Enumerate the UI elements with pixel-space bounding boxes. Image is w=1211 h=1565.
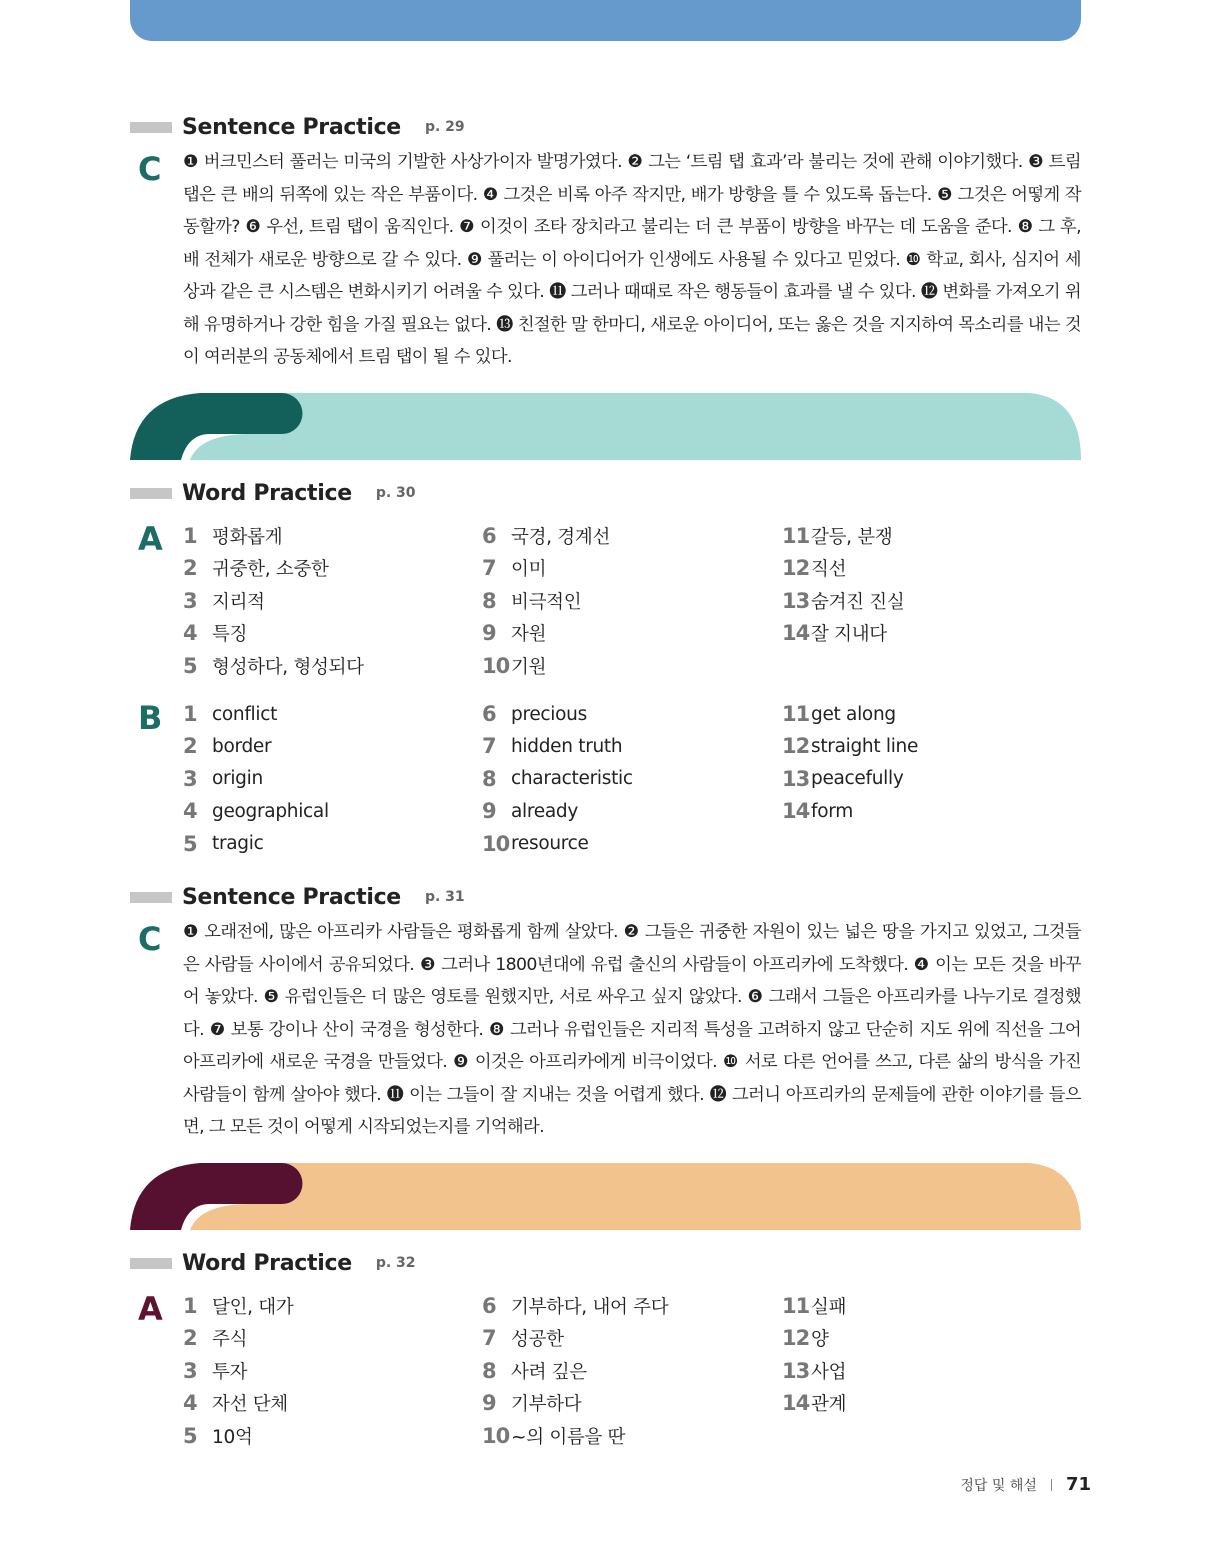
- word-item-number: 7: [482, 1326, 496, 1351]
- unit-banner-shape: [130, 393, 1081, 460]
- word-item-text: geographical: [212, 800, 329, 822]
- word-item-text: 사업: [811, 1361, 847, 1383]
- word-item-text: ~의 이름을 딴: [511, 1426, 626, 1448]
- word-item-number: 4: [183, 1391, 197, 1416]
- word-item: [782, 1291, 846, 1321]
- word-item-number: 5: [183, 1423, 197, 1448]
- word-item-number: 4: [183, 621, 197, 646]
- word-item-text: 주식: [212, 1329, 248, 1351]
- word-item-number: 1: [183, 524, 197, 548]
- word-item-number: 10: [482, 831, 510, 856]
- word-item: [183, 618, 247, 648]
- word-item-text: 귀중한, 소중한: [212, 559, 329, 581]
- word-item: [482, 651, 546, 681]
- section-bar: [130, 1258, 172, 1269]
- word-item-number: 7: [482, 734, 496, 759]
- word-item: [183, 1291, 293, 1321]
- word-item-text: 갈등, 분쟁: [811, 527, 893, 548]
- word-item: [482, 1323, 564, 1353]
- word-item: [183, 1388, 288, 1418]
- word-item-number: 6: [482, 702, 496, 726]
- word-item-number: 13: [782, 588, 810, 613]
- word-item-text: already: [511, 800, 578, 822]
- word-item-text: border: [212, 735, 272, 757]
- word-item: [183, 651, 364, 681]
- word-item-text: 관계: [811, 1394, 847, 1416]
- word-item-number: 2: [183, 556, 197, 581]
- word-item-text: hidden truth: [511, 735, 623, 757]
- word-item-number: 14: [782, 1391, 810, 1416]
- word-item: [482, 796, 578, 826]
- word-item-text: 평화롭게: [212, 527, 283, 548]
- word-item-number: 8: [482, 588, 496, 613]
- top-color-band: [130, 0, 1081, 41]
- word-item-number: 1: [183, 1294, 197, 1318]
- section-title: Word Practice: [182, 480, 352, 506]
- word-item-number: 12: [782, 1326, 810, 1351]
- word-item-text: 직선: [811, 559, 847, 581]
- word-item: [482, 1291, 668, 1321]
- word-item: [782, 1323, 829, 1353]
- word-item-text: 자선 단체: [212, 1394, 288, 1416]
- word-item: [482, 1356, 587, 1386]
- word-item-number: 7: [482, 556, 496, 581]
- word-item: [782, 796, 853, 826]
- footer-label: 정답 및 해설: [960, 1477, 1037, 1494]
- word-item-number: 2: [183, 734, 197, 759]
- exercise-letter-b: B: [138, 699, 163, 737]
- word-item-number: 13: [782, 1358, 810, 1383]
- word-item-number: 1: [183, 702, 197, 726]
- footer-separator: [1051, 1479, 1052, 1491]
- word-item-text: peacefully: [811, 768, 904, 790]
- sentence-answer-paragraph: ❶ 버크민스터 풀러는 미국의 기발한 사상가이자 발명가였다. ❷ 그는 ‘트림 탭 효과’라 불리는 것에 관해 이야기했다. ❸ 트림 탭은 큰 배의 뒤쪽에 있는 작은 부품이다. ❹ 그것은 비록 아주 작지만, 배가 방향을 틀 수 있도록 돕는다. ❺ 그것은 어떻게 작동할까? ❻ 우선, 트림 탭이 움직인다. ❼ 이것이 조타 장치라고 불리는 더 큰 부품이 방향을 바꾸는 데 도움을 준다. ❽ 그 후, 배 전체가 새로운 방향으로 갈 수 있다. ❾ 풀러는 이 아이디어가 인생에도 사용될 수 있다고 믿었다. ❿ 학교, 회사, 심지어 세상과 같은 큰 시스템은 변화시키기 어려울 수 있다. ⓫ 그러나 때때로 작은 행동들이 효과를 낼 수 있다. ⓬ 변화를 가져오기 위해 유명하거나 강한 힘을 가질 필요는 없다. ⓭ 친절한 말 한마디, 새로운 아이디어, 또는 옳은 것을 지지하여 목소리를 내는 것이 여러분의 공동체에서 트림 탭이 될 수 있다.: [183, 152, 1081, 367]
- word-item-number: 11: [782, 1294, 810, 1318]
- word-item: [782, 618, 887, 648]
- word-item-number: 13: [782, 766, 810, 791]
- word-item: [482, 829, 589, 859]
- word-item: [482, 1388, 581, 1418]
- word-item-number: 3: [183, 766, 197, 791]
- word-item-text: 실패: [811, 1297, 847, 1318]
- lesson-title: [325, 396, 337, 432]
- word-item-number: 9: [482, 1391, 496, 1416]
- word-item: [183, 553, 329, 583]
- section-page-ref: p. 30: [375, 485, 416, 501]
- unit-banner-shape: [130, 1163, 1081, 1230]
- section-header-word-practice-32: [130, 1248, 416, 1278]
- word-item-text: 지리적: [212, 591, 265, 613]
- word-item-text: 특징: [212, 624, 248, 646]
- word-item-number: 8: [482, 766, 496, 791]
- exercise-letter-c: C: [138, 150, 162, 188]
- word-item-text: 사려 깊은: [511, 1361, 587, 1383]
- word-item: [482, 618, 546, 648]
- word-item-number: 11: [782, 524, 810, 548]
- word-item-text: 기부하다: [511, 1394, 582, 1416]
- word-item-text: 국경, 경계선: [511, 527, 611, 548]
- section-title: Word Practice: [182, 1250, 352, 1276]
- word-item: [482, 764, 633, 794]
- word-item: [782, 764, 903, 794]
- exercise-letter-a: A: [138, 1290, 163, 1328]
- word-item-text: straight line: [811, 735, 919, 757]
- word-item: [782, 1388, 846, 1418]
- word-item-text: precious: [511, 703, 587, 725]
- word-item: [183, 1421, 253, 1451]
- word-item: [782, 521, 892, 551]
- word-item-number: 12: [782, 734, 810, 759]
- lesson-title: [325, 1166, 337, 1202]
- word-item: [482, 731, 622, 761]
- exercise-letter-c: C: [138, 920, 162, 958]
- unit-banner-05: [130, 393, 1081, 460]
- word-item: [183, 699, 277, 729]
- word-item-text: characteristic: [511, 768, 633, 790]
- section-header-sentence-practice-31: [130, 882, 465, 912]
- word-item-number: 10: [482, 1423, 510, 1448]
- section-header-word-practice-30: [130, 478, 416, 508]
- word-item-number: 12: [782, 556, 810, 581]
- word-item: [183, 1323, 247, 1353]
- word-item-number: 3: [183, 1358, 197, 1383]
- page-number: 71: [1065, 1474, 1091, 1495]
- word-item: [782, 1356, 846, 1386]
- section-bar: [130, 122, 172, 133]
- word-item: [183, 731, 271, 761]
- word-item-number: 5: [183, 831, 197, 856]
- word-item-text: 양: [811, 1329, 829, 1351]
- word-item: [482, 1421, 625, 1451]
- word-item-number: 4: [183, 799, 197, 824]
- exercise-letter-a: A: [138, 520, 163, 558]
- section-page-ref: p. 29: [424, 119, 465, 135]
- section-page-ref: p. 32: [375, 1255, 416, 1271]
- word-item-number: 14: [782, 799, 810, 824]
- word-item: [183, 829, 263, 859]
- word-item: [183, 521, 282, 551]
- word-item: [482, 521, 610, 551]
- word-item-number: 10: [482, 653, 510, 678]
- section-page-ref: p. 31: [424, 889, 465, 905]
- word-item-text: conflict: [212, 703, 278, 725]
- word-item: [482, 699, 587, 729]
- unit-banner-06: [130, 1163, 1081, 1230]
- word-item-text: 숨겨진 진실: [811, 591, 905, 613]
- sentence-answer-paragraph: ❶ 오래전에, 많은 아프리카 사람들은 평화롭게 함께 살았다. ❷ 그들은 귀중한 자원이 있는 넓은 땅을 가지고 있었고, 그것들은 사람들 사이에서 공유되었다. ❸ 그러나 1800년대에 유럽 출신의 사람들이 아프리카에 도착했다. ❹ 이는 모든 것을 바꾸어 놓았다. ❺ 유럽인들은 더 많은 영토를 원했지만, 서로 싸우고 싶지 않았다. ❻ 그래서 그들은 아프리카를 나누기로 결정했다. ❼ 보통 강이나 산이 국경을 형성한다. ❽ 그러나 유럽인들은 지리적 특성을 고려하지 않고 단순히 지도 위에 직선을 그어 아프리카에 새로운 국경을 만들었다. ❾ 이것은 아프리카에게 비극이었다. ❿ 서로 다른 언어를 쓰고, 다른 삶의 방식을 가진 사람들이 함께 살아야 했다. ⓫ 이는 그들이 잘 지내는 것을 어렵게 했다. ⓬ 그러니 아프리카의 문제들에 관한 이야기를 들으면, 그 모든 것이 어떻게 시작되었는지를 기억해라.: [183, 922, 1081, 1137]
- word-item: [183, 796, 329, 826]
- word-item: [782, 699, 896, 729]
- section-bar: [130, 892, 172, 903]
- word-item-text: 10억: [212, 1426, 253, 1448]
- word-item-text: form: [811, 800, 853, 822]
- word-item-text: 성공한: [511, 1329, 564, 1351]
- section-title: Sentence Practice: [182, 884, 401, 910]
- word-item-text: 비극적인: [511, 591, 582, 613]
- word-item-text: 투자: [212, 1361, 248, 1383]
- word-item: [482, 586, 581, 616]
- section-bar: [130, 488, 172, 499]
- unit-label: [207, 396, 215, 432]
- word-item-number: 2: [183, 1326, 197, 1351]
- word-item-number: 6: [482, 1294, 496, 1318]
- word-item-text: origin: [212, 768, 263, 790]
- word-item-text: 이미: [511, 559, 547, 581]
- word-item-number: 5: [183, 653, 197, 678]
- word-item-text: tragic: [212, 833, 264, 855]
- word-item-text: 형성하다, 형성되다: [212, 656, 364, 678]
- word-item: [782, 586, 904, 616]
- word-item-text: 기부하다, 내어 주다: [511, 1297, 669, 1318]
- word-item-text: get along: [811, 703, 896, 725]
- section-title: Sentence Practice: [182, 114, 401, 140]
- word-item-text: resource: [511, 833, 589, 855]
- word-item-number: 11: [782, 702, 810, 726]
- word-item: [782, 553, 846, 583]
- word-item-number: 9: [482, 621, 496, 646]
- word-item: [782, 731, 918, 761]
- page-footer: [960, 1474, 1091, 1495]
- word-item-text: 기원: [511, 656, 547, 678]
- word-item-number: 8: [482, 1358, 496, 1383]
- word-item-number: 6: [482, 524, 496, 548]
- section-header-sentence-practice-29: [130, 112, 465, 142]
- word-item-number: 9: [482, 799, 496, 824]
- word-item: [183, 1356, 247, 1386]
- unit-label: [207, 1166, 215, 1202]
- word-item-text: 잘 지내다: [811, 624, 887, 646]
- word-item: [183, 764, 263, 794]
- word-item-number: 14: [782, 621, 810, 646]
- word-item-text: 달인, 대가: [212, 1297, 294, 1318]
- word-item-number: 3: [183, 588, 197, 613]
- word-item: [482, 553, 546, 583]
- word-item: [183, 586, 265, 616]
- word-item-text: 자원: [511, 624, 547, 646]
